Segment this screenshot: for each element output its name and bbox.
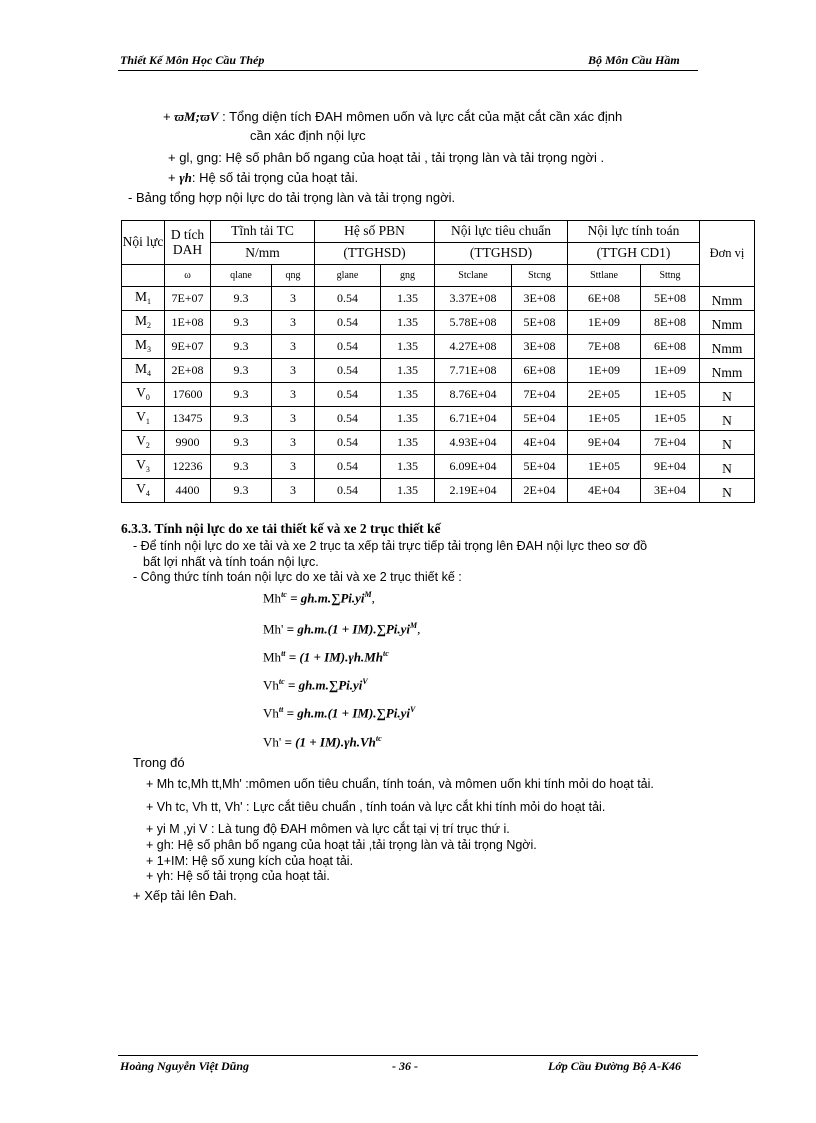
- note-mh: + Mh tc,Mh tt,Mh' :mômen uốn tiêu chuẩn, tính toán, và mômen uốn khi tính mỏi do hoạt tải.: [146, 777, 654, 791]
- cell-tcl: 6.71E+04: [435, 407, 512, 431]
- formula-line: [263, 590, 375, 606]
- cell-qn: 3: [272, 479, 315, 503]
- cell-w: 1E+08: [165, 311, 211, 335]
- table-row: [122, 335, 755, 359]
- th-he-so-note: (TTGHSD): [315, 243, 435, 265]
- cell-gn: 1.35: [381, 479, 435, 503]
- footer-left: Hoàng Nguyễn Việt Dũng: [120, 1059, 250, 1073]
- header-right: Bộ Môn Cầu Hầm: [588, 53, 680, 67]
- cell-w: 2E+08: [165, 359, 211, 383]
- cell-gl: 0.54: [315, 431, 381, 455]
- table-row: [122, 383, 755, 407]
- cell-qn: 3: [272, 431, 315, 455]
- cell-gl: 0.54: [315, 311, 381, 335]
- cell-unit: Nmm: [700, 359, 755, 383]
- cell-w: 12236: [165, 455, 211, 479]
- table-row: [122, 287, 755, 311]
- th-dtich: D tích DAH: [165, 221, 211, 265]
- cell-gl: 0.54: [315, 287, 381, 311]
- cell-w: 4400: [165, 479, 211, 503]
- cell-ql: 9.3: [211, 311, 272, 335]
- cell-ttn: 1E+09: [641, 359, 700, 383]
- bullet-symbol-gamma: γh: [179, 170, 192, 185]
- footer-rule: [118, 1055, 698, 1056]
- formula-line: [263, 649, 389, 665]
- th-g-ng: gng: [381, 265, 435, 287]
- cell-unit: Nmm: [700, 287, 755, 311]
- formula-lhs: Mh': [263, 621, 284, 637]
- cell-ttn: 5E+08: [641, 287, 700, 311]
- cell-tcl: 8.76E+04: [435, 383, 512, 407]
- row-label: [122, 335, 165, 359]
- cell-w: 7E+07: [165, 287, 211, 311]
- th-q-ng: qng: [272, 265, 315, 287]
- cell-ql: 9.3: [211, 359, 272, 383]
- table-row: [122, 479, 755, 503]
- bullet-symbol-omega: ϖM;ϖV: [174, 109, 219, 124]
- formula-rhs: = (1 + IM).γh.Mh: [288, 649, 384, 665]
- cell-ttn: 6E+08: [641, 335, 700, 359]
- cell-gn: 1.35: [381, 407, 435, 431]
- table-body: [122, 287, 755, 503]
- th-noi-luc-tc: Nội lực tiêu chuẩn: [435, 221, 568, 243]
- cell-ql: 9.3: [211, 383, 272, 407]
- th-stc-ng: Stcng: [512, 265, 568, 287]
- th-tt-note: (TTGH CD1): [568, 243, 700, 265]
- formula-rhs: = (1 + IM).γh.Vh: [284, 734, 376, 750]
- cell-tcl: 6.09E+04: [435, 455, 512, 479]
- cell-ttn: 3E+04: [641, 479, 700, 503]
- formula-lhs-sup: tt: [278, 705, 284, 714]
- cell-tcl: 4.27E+08: [435, 335, 512, 359]
- row-label-index: 1: [147, 297, 151, 307]
- cell-unit: N: [700, 455, 755, 479]
- cell-gl: 0.54: [315, 359, 381, 383]
- cell-ttn: 7E+04: [641, 431, 700, 455]
- th-g-lane: glane: [315, 265, 381, 287]
- cell-unit: N: [700, 407, 755, 431]
- row-label-index: 2: [147, 321, 151, 331]
- cell-tcn: 5E+08: [512, 311, 568, 335]
- th-tinh-tai-unit: N/mm: [211, 243, 315, 265]
- table-row: [122, 455, 755, 479]
- table-row: [122, 407, 755, 431]
- formula-lhs: Mh: [263, 649, 282, 665]
- section-line-2: bất lợi nhất và tính toán nội lực.: [143, 555, 319, 569]
- footer-page-number: - 36 -: [392, 1059, 418, 1073]
- formula-tail: ,: [417, 621, 421, 637]
- cell-gn: 1.35: [381, 383, 435, 407]
- row-label-index: 0: [145, 393, 150, 403]
- formula-lhs: Vh': [263, 734, 282, 750]
- row-label: [122, 287, 165, 311]
- note-vh: + Vh tc, Vh tt, Vh' : Lực cắt tiêu chuẩn , tính toán và lực cắt khi tính mỏi do hoạt tải.: [146, 800, 606, 814]
- cell-gn: 1.35: [381, 287, 435, 311]
- row-label: [122, 407, 165, 431]
- th-stt-ng: Sttng: [641, 265, 700, 287]
- th-omega: ω: [165, 265, 211, 287]
- cell-qn: 3: [272, 287, 315, 311]
- bullet-dien-tich: + ϖM;ϖV : Tổng diện tích ĐAH mômen uốn và lực cắt của mặt cắt cần xác định: [163, 109, 623, 124]
- cell-ttl: 1E+09: [568, 311, 641, 335]
- row-label-letter: M: [134, 337, 147, 353]
- note-yi: + yi M ,yi V : Là tung độ ĐAH mômen và lực cắt tại vị trí trục thứ i.: [146, 822, 510, 836]
- cell-qn: 3: [272, 335, 315, 359]
- cell-tcn: 7E+04: [512, 383, 568, 407]
- row-label-letter: V: [136, 481, 146, 497]
- row-label: [122, 383, 165, 407]
- cell-tcn: 2E+04: [512, 479, 568, 503]
- trong-do-label: Trong đó: [133, 755, 185, 770]
- cell-w: 9900: [165, 431, 211, 455]
- section-line-3: - Công thức tính toán nội lực do xe tải và xe 2 trục thiết kế :: [133, 570, 462, 584]
- cell-gl: 0.54: [315, 335, 381, 359]
- cell-ttl: 9E+04: [568, 431, 641, 455]
- cell-tcl: 7.71E+08: [435, 359, 512, 383]
- formula-lhs: Vh: [263, 677, 279, 693]
- bullet-text-he-so-pbn: Hệ số phân bố ngang của hoạt tải , tải trọng làn và tải trọng ngời .: [225, 150, 605, 165]
- formula-line: [263, 705, 415, 721]
- row-label: [122, 311, 165, 335]
- cell-tcn: 3E+08: [512, 287, 568, 311]
- header-rule: [118, 70, 698, 71]
- row-label: [122, 455, 165, 479]
- formula-rhs: = gh.m.(1 + IM).∑Pi.yi: [286, 621, 411, 637]
- th-he-so-pbn: Hệ số PBN: [315, 221, 435, 243]
- cell-qn: 3: [272, 359, 315, 383]
- cell-ttl: 1E+05: [568, 407, 641, 431]
- cell-tcl: 3.37E+08: [435, 287, 512, 311]
- cell-qn: 3: [272, 455, 315, 479]
- cell-w: 17600: [165, 383, 211, 407]
- th-q-lane: qlane: [211, 265, 272, 287]
- cell-ttl: 1E+09: [568, 359, 641, 383]
- row-label-index: 4: [145, 489, 150, 499]
- formula-line: [263, 734, 382, 750]
- th-stt-lane: Sttlane: [568, 265, 641, 287]
- cell-gl: 0.54: [315, 383, 381, 407]
- th-tc-note: (TTGHSD): [435, 243, 568, 265]
- row-label-index: 3: [145, 465, 150, 475]
- cell-ttn: 8E+08: [641, 311, 700, 335]
- table-row: [122, 311, 755, 335]
- cell-qn: 3: [272, 311, 315, 335]
- internal-force-table: [121, 220, 755, 503]
- cell-w: 9E+07: [165, 335, 211, 359]
- note-gh: + gh: Hệ số phân bố ngang của hoạt tải ,tải trọng làn và tải trọng Ngời.: [146, 838, 537, 852]
- cell-unit: N: [700, 431, 755, 455]
- row-label-index: 1: [145, 417, 150, 427]
- note-xep-tai: + Xếp tải lên Đah.: [133, 888, 237, 903]
- table-row: [122, 431, 755, 455]
- th-stc-lane: Stclane: [435, 265, 512, 287]
- formula-rhs-sup: M: [410, 621, 418, 630]
- cell-w: 13475: [165, 407, 211, 431]
- cell-tcn: 5E+04: [512, 407, 568, 431]
- cell-ttn: 1E+05: [641, 407, 700, 431]
- cell-qn: 3: [272, 383, 315, 407]
- cell-gl: 0.54: [315, 407, 381, 431]
- row-label-index: 3: [147, 345, 151, 355]
- footer-right: Lớp Cầu Đường Bộ A-K46: [548, 1059, 681, 1073]
- row-label-letter: V: [136, 409, 146, 425]
- row-label: [122, 479, 165, 503]
- formula-rhs: = gh.m.∑Pi.yi: [290, 590, 365, 606]
- formula-lhs: Mh: [263, 590, 282, 606]
- cell-ttl: 4E+04: [568, 479, 641, 503]
- cell-unit: Nmm: [700, 311, 755, 335]
- bullet-he-so-tai-trong: + γh: Hệ số tải trọng của hoạt tải.: [168, 170, 359, 185]
- cell-tcl: 5.78E+08: [435, 311, 512, 335]
- cell-tcl: 2.19E+04: [435, 479, 512, 503]
- row-label: [122, 431, 165, 455]
- row-label-index: 2: [145, 441, 150, 451]
- cell-ql: 9.3: [211, 479, 272, 503]
- bullet-dien-tich-cont: cần xác định nội lực: [250, 128, 366, 143]
- cell-gn: 1.35: [381, 335, 435, 359]
- formula-rhs: = gh.m.(1 + IM).∑Pi.yi: [286, 705, 410, 721]
- note-gamma: + γh: Hệ số tải trọng của hoạt tải.: [146, 869, 330, 883]
- row-label-letter: V: [136, 433, 146, 449]
- table-row: [122, 359, 755, 383]
- formula-rhs-sup: M: [364, 590, 372, 599]
- cell-gn: 1.35: [381, 455, 435, 479]
- cell-ttl: 1E+05: [568, 455, 641, 479]
- cell-unit: Nmm: [700, 335, 755, 359]
- cell-ql: 9.3: [211, 431, 272, 455]
- formula-tail: ,: [371, 590, 375, 606]
- cell-ttl: 6E+08: [568, 287, 641, 311]
- table-caption: - Bảng tổng hợp nội lực do tải trọng làn và tải trọng ngời.: [128, 190, 456, 205]
- row-label: [122, 359, 165, 383]
- formula-lhs: Vh: [263, 705, 279, 721]
- cell-unit: N: [700, 479, 755, 503]
- bullet-text-dien-tich: : Tổng diện tích ĐAH mômen uốn và lực cắt của mặt cắt cần xác định: [222, 109, 623, 124]
- cell-ttl: 2E+05: [568, 383, 641, 407]
- cell-gl: 0.54: [315, 455, 381, 479]
- th-noi-luc-tt: Nội lực tính toán: [568, 221, 700, 243]
- cell-ql: 9.3: [211, 335, 272, 359]
- cell-tcn: 5E+04: [512, 455, 568, 479]
- row-label-letter: M: [134, 313, 147, 329]
- formula-rhs-sup: tc: [383, 649, 389, 658]
- cell-ttn: 9E+04: [641, 455, 700, 479]
- cell-ql: 9.3: [211, 287, 272, 311]
- section-title: 6.3.3. Tính nội lực do xe tải thiết kế và xe 2 trục thiết kế: [121, 521, 441, 536]
- cell-unit: N: [700, 383, 755, 407]
- formula-rhs-sup: V: [362, 677, 368, 686]
- cell-ttl: 7E+08: [568, 335, 641, 359]
- section-line-1: - Để tính nội lực do xe tải và xe 2 trục ta xếp tải trực tiếp tải trọng lên ĐAH nội lực theo sơ đồ: [133, 539, 648, 553]
- formula-line: [263, 677, 368, 693]
- formula-line: [263, 621, 420, 637]
- formula-rhs-sup: V: [409, 705, 416, 714]
- th-don-vi: Đơn vị: [700, 221, 755, 287]
- row-label-letter: V: [136, 457, 146, 473]
- cell-tcn: 6E+08: [512, 359, 568, 383]
- bullet-he-so-pbn: + gl, gng: Hệ số phân bố ngang của hoạt tải , tải trọng làn và tải trọng ngời .: [168, 150, 605, 165]
- formula-lhs-sup: tc: [278, 677, 285, 686]
- cell-tcn: 3E+08: [512, 335, 568, 359]
- row-label-letter: V: [136, 385, 146, 401]
- cell-qn: 3: [272, 407, 315, 431]
- th-tinh-tai: Tĩnh tải TC: [211, 221, 315, 243]
- note-im: + 1+IM: Hệ số xung kích của hoạt tải.: [146, 854, 354, 868]
- row-label-letter: M: [134, 289, 147, 305]
- formula-rhs-sup: tc: [375, 734, 382, 743]
- formula-lhs-sup: tt: [281, 649, 286, 658]
- cell-ttn: 1E+05: [641, 383, 700, 407]
- cell-tcl: 4.93E+04: [435, 431, 512, 455]
- row-label-letter: M: [134, 361, 147, 377]
- cell-tcn: 4E+04: [512, 431, 568, 455]
- cell-gn: 1.35: [381, 431, 435, 455]
- cell-ql: 9.3: [211, 407, 272, 431]
- formula-lhs-sup: tc: [281, 590, 287, 599]
- cell-gl: 0.54: [315, 479, 381, 503]
- row-label-index: 4: [147, 369, 151, 379]
- bullet-text-he-so-tai-trong: : Hệ số tải trọng của hoạt tải.: [191, 170, 359, 185]
- cell-gn: 1.35: [381, 359, 435, 383]
- header-left: Thiết Kế Môn Học Cầu Thép: [120, 53, 265, 67]
- bullet-symbol-g: gl, gng:: [179, 150, 222, 165]
- formula-rhs: = gh.m.∑Pi.yi: [287, 677, 363, 693]
- cell-ql: 9.3: [211, 455, 272, 479]
- cell-gn: 1.35: [381, 311, 435, 335]
- th-noi-luc: Nội lực: [122, 221, 165, 265]
